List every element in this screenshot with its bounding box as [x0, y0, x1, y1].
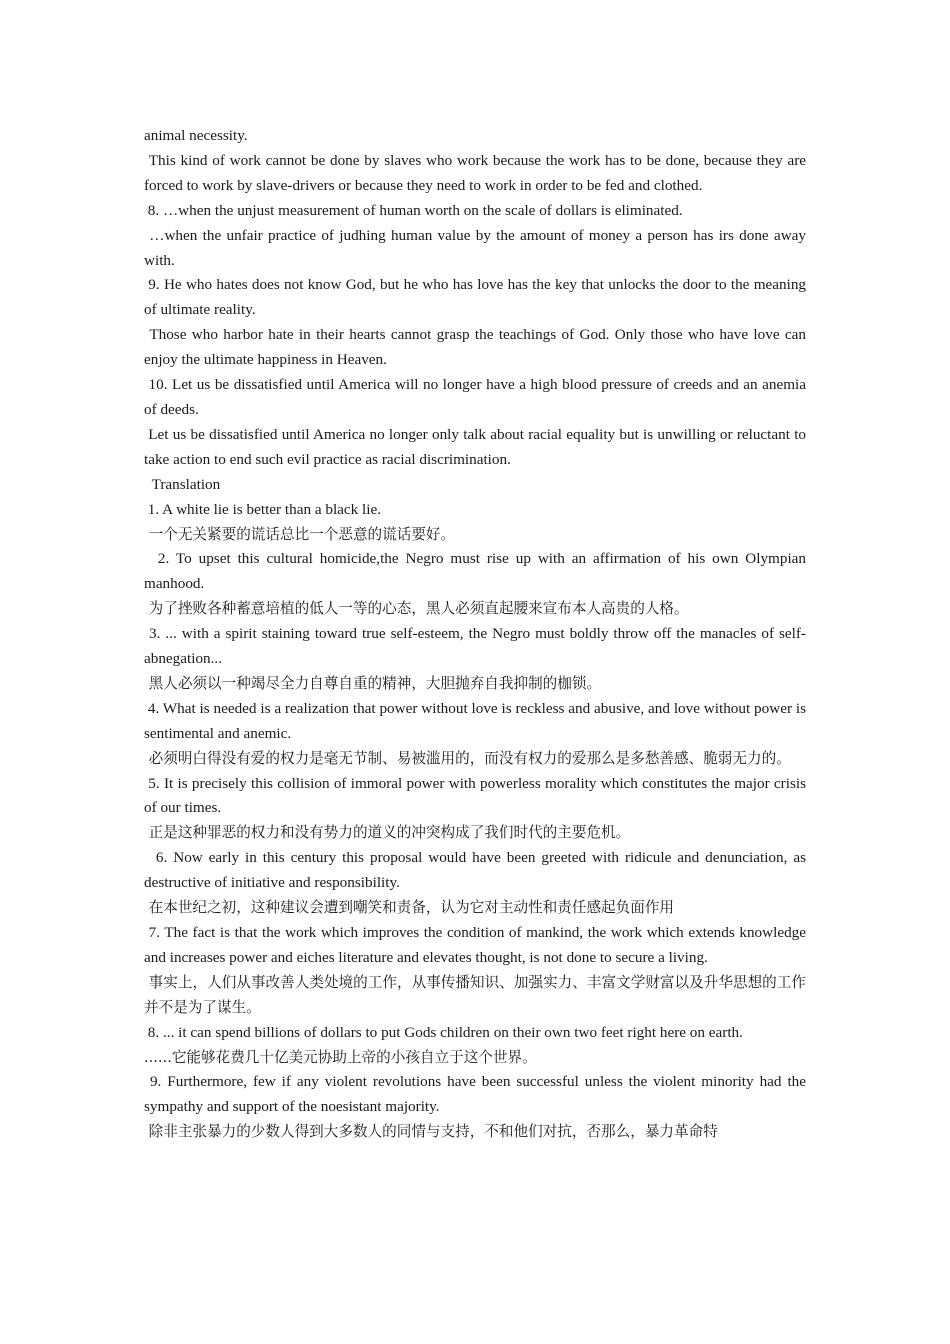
- chinese-paragraph: 正是这种罪恶的权力和没有势力的道义的冲突构成了我们时代的主要危机。: [144, 824, 631, 842]
- english-paragraph: 5. It is precisely this collision of immoral power with powerless morality which constitutes the major crisis of our times.: [144, 774, 810, 817]
- chinese-paragraph: 一个无关紧要的谎话总比一个恶意的谎话要好。: [144, 525, 456, 543]
- english-paragraph: 3. ... with a spirit staining toward true self-esteem, the Negro must boldly throw off the manacles of self-abnegation...: [144, 625, 806, 668]
- english-paragraph: 1. A white lie is better than a black lie.: [144, 500, 382, 518]
- english-paragraph: 9. He who hates does not know God, but he who has love has the key that unlocks the door to the meaning of ultimate reality.: [144, 276, 810, 319]
- english-paragraph: Those who harbor hate in their hearts cannot grasp the teachings of God. Only those who have love can enjoy the ultimate happiness in Heaven.: [144, 326, 810, 369]
- english-paragraph: 6. Now early in this century this proposal would have been greeted with ridicule and denunciation, as destructive of initiative and responsibility.: [144, 849, 810, 892]
- english-paragraph: 8. ... it can spend billions of dollars to put Gods children on their own two feet right here on earth.: [144, 1023, 743, 1041]
- english-paragraph: This kind of work cannot be done by slaves who work because the work has to be done, because they are forced to work by slave-drivers or because they need to work in order to be fed and clothed.: [144, 151, 810, 194]
- chinese-paragraph: 为了挫败各种蓄意培植的低人一等的心态，黑人必须直起腰来宣布本人高贵的人格。: [144, 600, 689, 618]
- english-paragraph: animal necessity.: [144, 127, 248, 144]
- chinese-paragraph: 黑人必须以一种竭尽全力自尊自重的精神，大胆抛弃自我抑制的枷锁。: [144, 674, 602, 692]
- english-paragraph: …when the unfair practice of judhing human value by the amount of money a person has irs done away with.: [144, 226, 810, 269]
- chinese-paragraph: ......它能够花费几十亿美元协助上帝的小孩自立于这个世界。: [144, 1048, 537, 1066]
- english-paragraph: 2. To upset this cultural homicide,the Negro must rise up with an affirmation of his own Olympian manhood.: [144, 550, 810, 593]
- chinese-paragraph: 在本世纪之初，这种建议会遭到嘲笑和责备，认为它对主动性和责任感起负面作用: [144, 899, 675, 917]
- english-paragraph: Translation: [144, 475, 221, 493]
- chinese-paragraph: 事实上，人们从事改善人类处境的工作，从事传播知识、加强实力、丰富文学财富以及升华思想的工作并不是为了谋生。: [144, 973, 806, 1016]
- english-paragraph: Let us be dissatisfied until America no longer only talk about racial equality but is unwilling or reluctant to take action to end such evil practice as racial discrimination.: [144, 425, 810, 468]
- english-paragraph: 9. Furthermore, few if any violent revolutions have been successful unless the violent minority had the sympathy and support of the noesistant majority.: [144, 1073, 810, 1116]
- english-paragraph: 8. …when the unjust measurement of human worth on the scale of dollars is eliminated.: [144, 201, 683, 219]
- english-paragraph: 4. What is needed is a realization that power without love is reckless and abusive, and love without power is sentimental and anemic.: [144, 699, 810, 742]
- english-paragraph: 10. Let us be dissatisfied until America will no longer have a high blood pressure of creeds and an anemia of deeds.: [144, 376, 810, 418]
- english-paragraph: 7. The fact is that the work which improves the condition of mankind, the work which extends knowledge and increases power and eiches literature and elevates thought, is not done to secure a living.: [144, 924, 810, 966]
- chinese-paragraph: 必须明白得没有爱的权力是毫无节制、易被滥用的，而没有权力的爱那么是多愁善感、脆弱无力的。: [144, 749, 791, 767]
- document-page: [144, 124, 810, 1145]
- chinese-paragraph: 除非主张暴力的少数人得到大多数人的同情与支持，不和他们对抗，否那么，暴力革命特: [144, 1123, 718, 1141]
